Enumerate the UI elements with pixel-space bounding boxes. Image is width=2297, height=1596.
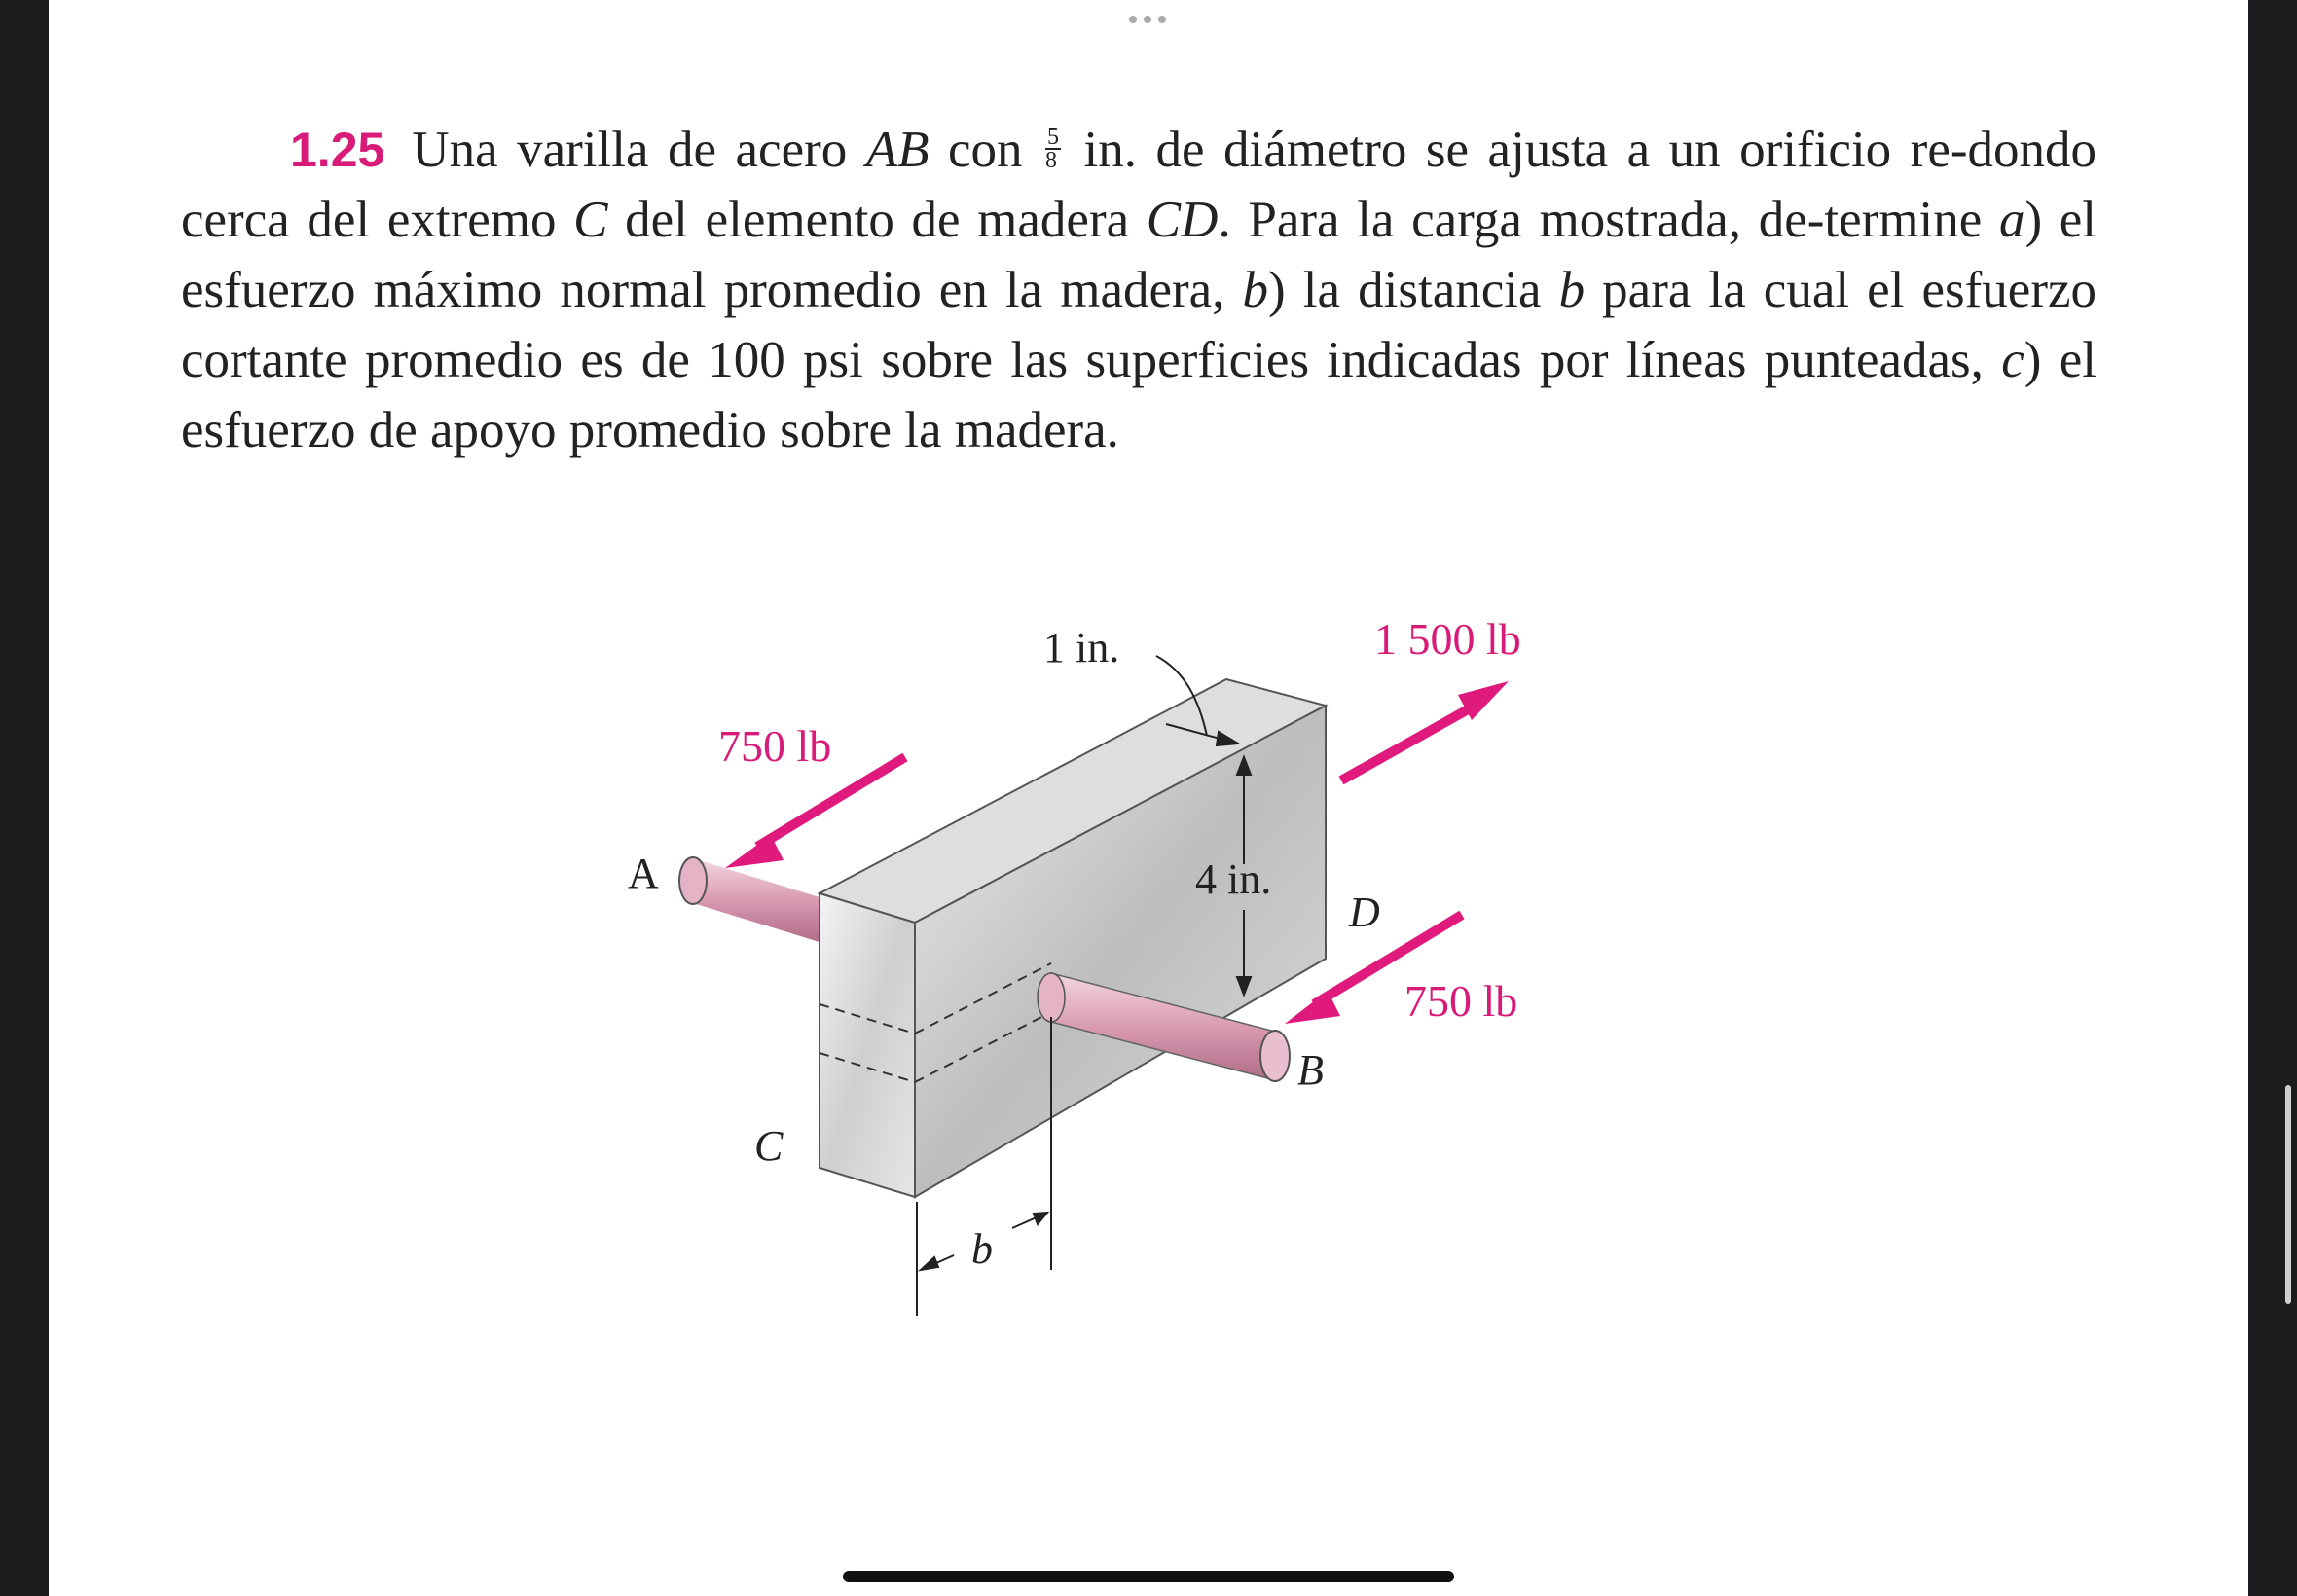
label-load-a: 750 lb	[718, 721, 832, 771]
label-b: b	[971, 1225, 993, 1273]
scrollbar-thumb[interactable]	[2285, 1085, 2291, 1304]
label-point-a: A	[628, 850, 659, 897]
rod-segment-a	[679, 857, 820, 942]
label-point-d: D	[1349, 889, 1380, 936]
label-thickness: 1 in.	[1043, 624, 1120, 671]
diameter-fraction: $\frac{5}{8}$	[1045, 124, 1060, 173]
left-frame	[0, 0, 49, 1596]
right-frame	[2248, 0, 2297, 1596]
load-arrow-total	[1341, 681, 1509, 780]
problem-number: 1.25	[290, 123, 385, 177]
label-load-total: 1 500 lb	[1374, 614, 1521, 664]
home-indicator[interactable]	[843, 1571, 1454, 1582]
label-point-c: C	[754, 1122, 784, 1170]
block-end-face	[820, 893, 915, 1197]
problem-statement: 1.25 Una varilla de acero AB con $\frac{5}{8}$ in. de diámetro se ajusta a un orificio re-dondo cerca del extremo C del elemento de madera CD. Para la carga mostrada, de-termine a) el esfuerzo máximo normal promedio en la madera, b) la distancia b para la cual el esfuerzo cortante promedio es de 100 psi sobre las superficies indicadas por líneas punteadas, c) el esfuerzo de apoyo promedio sobre la madera.	[181, 122, 2097, 458]
more-options-icon[interactable]	[1129, 16, 1166, 23]
rod-and-wood-figure	[584, 584, 1655, 1343]
label-point-b: B	[1297, 1046, 1324, 1094]
load-arrow-a	[725, 757, 905, 868]
label-height: 4 in.	[1195, 855, 1272, 903]
label-load-b: 750 lb	[1404, 976, 1518, 1026]
